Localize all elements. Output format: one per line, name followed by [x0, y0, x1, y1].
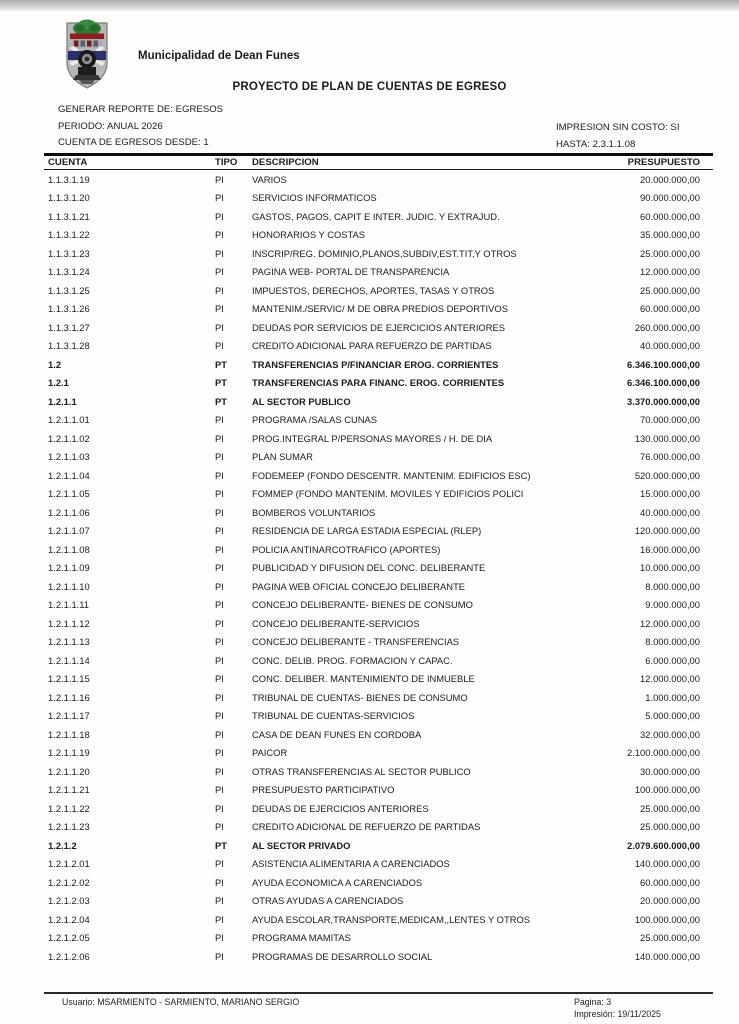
cell-tipo: PI [215, 432, 224, 444]
cell-tipo: PI [215, 728, 224, 740]
cell-descripcion: IMPUESTOS, DERECHOS, APORTES, TASAS Y OTROS [252, 284, 495, 296]
cell-presupuesto: 25.000.000,00 [640, 284, 700, 296]
cell-descripcion: VARIOS [252, 173, 287, 185]
cell-tipo: PI [215, 562, 224, 574]
table-row [44, 651, 713, 670]
cell-presupuesto: 60.000.000,00 [640, 303, 700, 315]
cell-presupuesto: 32.000.000,00 [640, 728, 700, 740]
cell-descripcion: AL SECTOR PUBLICO [252, 395, 351, 407]
cell-cuenta: 1.2.1.1.23 [48, 821, 90, 833]
cell-cuenta: 1.2.1.1 [48, 395, 77, 407]
meta-print-no-cost: IMPRESION SIN COSTO: SI [556, 121, 680, 133]
cell-descripcion: CONCEJO DELIBERANTE - TRANSFERENCIAS [252, 636, 460, 648]
cell-cuenta: 1.2.1.1.17 [48, 710, 90, 722]
cell-tipo: PI [215, 543, 224, 555]
table-row [44, 392, 713, 411]
cell-descripcion: AYUDA ECONOMICA A CARENCIADOS [252, 876, 423, 888]
cell-cuenta: 1.2.1.1.19 [48, 747, 90, 759]
cell-descripcion: SERVICIOS INFORMATICOS [252, 192, 377, 204]
table-row [44, 318, 713, 337]
cell-tipo: PT [215, 839, 227, 851]
cell-cuenta: 1.2.1.1.12 [48, 617, 90, 629]
cell-cuenta: 1.2.1.1.07 [48, 525, 90, 537]
cell-tipo: PI [215, 950, 224, 962]
cell-tipo: PI [215, 284, 224, 296]
header-descripcion: DESCRIPCION [252, 157, 319, 168]
cell-presupuesto: 60.000.000,00 [640, 210, 700, 222]
cell-cuenta: 1.1.3.1.26 [48, 303, 90, 315]
cell-cuenta: 1.1.3.1.23 [48, 247, 90, 259]
table-row [44, 725, 713, 744]
cell-presupuesto: 9.000.000,00 [645, 599, 700, 611]
page-footer [44, 992, 713, 1020]
cell-tipo: PI [215, 488, 224, 500]
table-row [44, 577, 713, 596]
report-meta-left [58, 102, 223, 152]
cell-tipo: PT [215, 377, 227, 389]
cell-presupuesto: 8.000.000,00 [645, 580, 700, 592]
cell-descripcion: OTRAS AYUDAS A CARENCIADOS [252, 895, 404, 907]
cell-presupuesto: 2.079.600.000,00 [627, 839, 700, 851]
cell-tipo: PI [215, 821, 224, 833]
cell-tipo: PI [215, 858, 224, 870]
cell-tipo: PI [215, 247, 224, 259]
cell-tipo: PI [215, 266, 224, 278]
cell-descripcion: CREDITO ADICIONAL DE REFUERZO DE PARTIDAS [252, 821, 481, 833]
cell-cuenta: 1.2.1 [48, 377, 69, 389]
cell-descripcion: PROG.INTEGRAL P/PERSONAS MAYORES / H. DE DIA [252, 432, 493, 444]
cell-cuenta: 1.2.1.1.08 [48, 543, 90, 555]
cell-presupuesto: 8.000.000,00 [645, 636, 700, 648]
table-row [44, 559, 713, 578]
cell-presupuesto: 60.000.000,00 [640, 876, 700, 888]
cell-cuenta: 1.2.1.2 [48, 839, 77, 851]
cell-presupuesto: 120.000.000,00 [634, 525, 700, 537]
cell-presupuesto: 5.000.000,00 [645, 710, 700, 722]
cell-descripcion: OTRAS TRANSFERENCIAS AL SECTOR PUBLICO [252, 765, 471, 777]
table-row [44, 892, 713, 911]
cell-tipo: PI [215, 932, 224, 944]
cell-descripcion: TRIBUNAL DE CUENTAS- BIENES DE CONSUMO [252, 691, 468, 703]
table-row [44, 799, 713, 818]
cell-presupuesto: 30.000.000,00 [640, 765, 700, 777]
table-row [44, 836, 713, 855]
cell-presupuesto: 12.000.000,00 [640, 673, 700, 685]
cell-tipo: PI [215, 469, 224, 481]
cell-presupuesto: 520.000.000,00 [634, 469, 700, 481]
table-row [44, 207, 713, 226]
cell-presupuesto: 1.000.000,00 [645, 691, 700, 703]
cell-cuenta: 1.1.3.1.20 [48, 192, 90, 204]
cell-presupuesto: 6.346.100.000,00 [627, 377, 700, 389]
accounts-table [44, 153, 713, 966]
cell-descripcion: PROGRAMA MAMITAS [252, 932, 351, 944]
table-row [44, 947, 713, 966]
cell-cuenta: 1.1.3.1.19 [48, 173, 90, 185]
cell-cuenta: 1.2.1.1.15 [48, 673, 90, 685]
cell-cuenta: 1.1.3.1.24 [48, 266, 90, 278]
cell-descripcion: PUBLICIDAD Y DIFUSION DEL CONC. DELIBERANTE [252, 562, 486, 574]
cell-tipo: PI [215, 525, 224, 537]
cell-presupuesto: 25.000.000,00 [640, 821, 700, 833]
cell-cuenta: 1.1.3.1.21 [48, 210, 90, 222]
cell-descripcion: DEUDAS POR SERVICIOS DE EJERCICIOS ANTERIORES [252, 321, 506, 333]
table-row [44, 596, 713, 615]
table-row [44, 355, 713, 374]
table-row [44, 244, 713, 263]
cell-presupuesto: 260.000.000,00 [634, 321, 700, 333]
cell-cuenta: 1.2.1.1.01 [48, 414, 90, 426]
cell-descripcion: PLAN SUMAR [252, 451, 313, 463]
table-row [44, 448, 713, 467]
cell-presupuesto: 25.000.000,00 [640, 247, 700, 259]
footer-user: Usuario: MSARMIENTO - SARMIENTO, MARIANO SERGIO [62, 997, 300, 1007]
cell-cuenta: 1.1.3.1.27 [48, 321, 90, 333]
cell-tipo: PI [215, 654, 224, 666]
cell-descripcion: PAGINA WEB- PORTAL DE TRANSPARENCIA [252, 266, 450, 278]
cell-descripcion: POLICIA ANTINARCOTRAFICO (APORTES) [252, 543, 441, 555]
cell-tipo: PT [215, 395, 227, 407]
cell-tipo: PI [215, 784, 224, 796]
cell-presupuesto: 140.000.000,00 [634, 858, 700, 870]
cell-descripcion: TRIBUNAL DE CUENTAS-SERVICIOS [252, 710, 415, 722]
footer-page-number: Pagina: 3 [574, 997, 612, 1007]
cell-cuenta: 1.2.1.2.04 [48, 913, 90, 925]
cell-tipo: PI [215, 710, 224, 722]
table-row [44, 540, 713, 559]
cell-cuenta: 1.2.1.1.20 [48, 765, 90, 777]
table-row [44, 614, 713, 633]
cell-descripcion: FODEMEEP (FONDO DESCENTR. MANTENIM. EDIFICIOS ESC) [252, 469, 531, 481]
cell-descripcion: MANTENIM./SERVIC/ M DE OBRA PREDIOS DEPORTIVOS [252, 303, 508, 315]
cell-cuenta: 1.2.1.1.02 [48, 432, 90, 444]
cell-presupuesto: 20.000.000,00 [640, 895, 700, 907]
cell-presupuesto: 35.000.000,00 [640, 229, 700, 241]
table-body [44, 170, 713, 966]
footer-right [574, 997, 713, 1020]
cell-tipo: PI [215, 673, 224, 685]
cell-tipo: PI [215, 506, 224, 518]
cell-descripcion: TRANSFERENCIAS P/FINANCIAR EROG. CORRIENTES [252, 358, 499, 370]
cell-presupuesto: 140.000.000,00 [634, 950, 700, 962]
cell-presupuesto: 6.346.100.000,00 [627, 358, 700, 370]
cell-tipo: PI [215, 451, 224, 463]
table-row [44, 688, 713, 707]
cell-presupuesto: 20.000.000,00 [640, 173, 700, 185]
table-row [44, 300, 713, 319]
cell-descripcion: PRESUPUESTO PARTICIPATIVO [252, 784, 395, 796]
cell-presupuesto: 130.000.000,00 [634, 432, 700, 444]
table-row [44, 873, 713, 892]
cell-cuenta: 1.1.3.1.25 [48, 284, 90, 296]
cell-cuenta: 1.2.1.1.09 [48, 562, 90, 574]
cell-descripcion: CONCEJO DELIBERANTE-SERVICIOS [252, 617, 420, 629]
cell-presupuesto: 25.000.000,00 [640, 802, 700, 814]
photo-edge [0, 0, 739, 11]
cell-presupuesto: 70.000.000,00 [640, 414, 700, 426]
cell-tipo: PI [215, 321, 224, 333]
header-cuenta: CUENTA [48, 157, 88, 168]
cell-descripcion: BOMBEROS VOLUNTARIOS [252, 506, 376, 518]
cell-tipo: PI [215, 192, 224, 204]
table-row [44, 503, 713, 522]
table-row [44, 429, 713, 448]
cell-tipo: PI [215, 691, 224, 703]
table-row [44, 633, 713, 652]
cell-tipo: PI [215, 636, 224, 648]
table-row [44, 855, 713, 874]
cell-cuenta: 1.2.1.1.21 [48, 784, 90, 796]
cell-cuenta: 1.2.1.1.06 [48, 506, 90, 518]
cell-presupuesto: 10.000.000,00 [640, 562, 700, 574]
cell-presupuesto: 12.000.000,00 [640, 617, 700, 629]
cell-presupuesto: 15.000.000,00 [640, 488, 700, 500]
cell-descripcion: CREDITO ADICIONAL PARA REFUERZO DE PARTIDAS [252, 340, 492, 352]
cell-tipo: PT [215, 358, 227, 370]
cell-presupuesto: 2.100.000.000,00 [627, 747, 700, 759]
meta-until: HASTA: 2.3.1.1.08 [556, 138, 636, 150]
cell-tipo: PI [215, 802, 224, 814]
cell-tipo: PI [215, 414, 224, 426]
table-row [44, 466, 713, 485]
cell-descripcion: GASTOS, PAGOS, CAPIT E INTER. JUDIC. Y EXTRAJUD. [252, 210, 500, 222]
cell-tipo: PI [215, 747, 224, 759]
footer-print-date: Impresión: 19/11/2025 [574, 1008, 661, 1019]
cell-cuenta: 1.2.1.1.18 [48, 728, 90, 740]
cell-presupuesto: 100.000.000,00 [634, 784, 700, 796]
table-row [44, 374, 713, 393]
cell-presupuesto: 40.000.000,00 [640, 340, 700, 352]
cell-cuenta: 1.2.1.1.13 [48, 636, 90, 648]
cell-presupuesto: 6.000.000,00 [645, 654, 700, 666]
table-row [44, 226, 713, 245]
cell-descripcion: PAGINA WEB OFICIAL CONCEJO DELIBERANTE [252, 580, 466, 592]
meta-report-of: GENERAR REPORTE DE: EGRESOS [58, 104, 224, 115]
cell-presupuesto: 40.000.000,00 [640, 506, 700, 518]
page-title: PROYECTO DE PLAN DE CUENTAS DE EGRESO [232, 81, 507, 93]
cell-cuenta: 1.1.3.1.22 [48, 229, 90, 241]
cell-cuenta: 1.2.1.2.05 [48, 932, 90, 944]
cell-descripcion: INSCRIP/REG. DOMINIO,PLANOS,SUBDIV,EST.TIT,Y OTROS [252, 247, 517, 259]
table-row [44, 485, 713, 504]
header-tipo: TIPO [215, 157, 238, 168]
cell-cuenta: 1.2.1.1.16 [48, 691, 90, 703]
cell-descripcion: CONC. DELIB. PROG. FORMACION Y CAPAC. [252, 654, 453, 666]
cell-descripcion: PROGRAMAS DE DESARROLLO SOCIAL [252, 950, 433, 962]
cell-tipo: PI [215, 303, 224, 315]
header-presupuesto: PRESUPUESTO [627, 157, 700, 168]
cell-tipo: PI [215, 913, 224, 925]
cell-cuenta: 1.2.1.1.10 [48, 580, 90, 592]
table-row [44, 910, 713, 929]
cell-presupuesto: 25.000.000,00 [640, 932, 700, 944]
cell-descripcion: CONC. DELIBER. MANTENIMIENTO DE INMUEBLE [252, 673, 475, 685]
meta-account-from: CUENTA DE EGRESOS DESDE: 1 [58, 137, 209, 148]
cell-descripcion: CONCEJO DELIBERANTE- BIENES DE CONSUMO [252, 599, 473, 611]
org-name: Municipalidad de Dean Funes [138, 50, 300, 62]
cell-presupuesto: 100.000.000,00 [634, 913, 700, 925]
cell-tipo: PI [215, 895, 224, 907]
table-row [44, 762, 713, 781]
table-row [44, 929, 713, 948]
table-row [44, 337, 713, 356]
cell-presupuesto: 16.000.000,00 [640, 543, 700, 555]
table-row [44, 781, 713, 800]
cell-descripcion: AL SECTOR PRIVADO [252, 839, 351, 851]
cell-cuenta: 1.2.1.1.14 [48, 654, 90, 666]
cell-presupuesto: 76.000.000,00 [640, 451, 700, 463]
cell-tipo: PI [215, 876, 224, 888]
cell-tipo: PI [215, 229, 224, 241]
cell-tipo: PI [215, 599, 224, 611]
cell-cuenta: 1.2.1.1.05 [48, 488, 90, 500]
table-row [44, 411, 713, 430]
cell-cuenta: 1.2 [48, 358, 62, 370]
table-row [44, 522, 713, 541]
cell-descripcion: PROGRAMA /SALAS CUNAS [252, 414, 378, 426]
cell-cuenta: 1.1.3.1.28 [48, 340, 90, 352]
cell-tipo: PI [215, 580, 224, 592]
cell-tipo: PI [215, 617, 224, 629]
cell-descripcion: HONORARIOS Y COSTAS [252, 229, 366, 241]
cell-descripcion: ASISTENCIA ALIMENTARIA A CARENCIADOS [252, 858, 450, 870]
table-row [44, 189, 713, 208]
table-header-row [44, 153, 713, 170]
cell-tipo: PI [215, 210, 224, 222]
table-row [44, 744, 713, 763]
table-row [44, 670, 713, 689]
cell-descripcion: CASA DE DEAN FUNES EN CORDOBA [252, 728, 422, 740]
table-row [44, 263, 713, 282]
table-row [44, 281, 713, 300]
cell-cuenta: 1.2.1.1.11 [48, 599, 90, 611]
cell-descripcion: DEUDAS DE EJERCICIOS ANTERIORES [252, 802, 429, 814]
cell-presupuesto: 12.000.000,00 [640, 266, 700, 278]
table-row [44, 707, 713, 726]
cell-presupuesto: 90.000.000,00 [640, 192, 700, 204]
cell-descripcion: TRANSFERENCIAS PARA FINANC. EROG. CORRIENTES [252, 377, 505, 389]
table-row [44, 170, 713, 189]
report-meta-right [556, 119, 680, 153]
cell-cuenta: 1.2.1.2.03 [48, 895, 90, 907]
cell-descripcion: FOMMEP (FONDO MANTENIM. MOVILES Y EDIFICIOS POLICI [252, 488, 524, 500]
cell-descripcion: RESIDENCIA DE LARGA ESTADIA ESPECIAL (RLEP) [252, 525, 482, 537]
cell-descripcion: PAICOR [252, 747, 288, 759]
cell-presupuesto: 3.370.000.000,00 [627, 395, 700, 407]
cell-tipo: PI [215, 765, 224, 777]
cell-cuenta: 1.2.1.2.01 [48, 858, 90, 870]
cell-tipo: PI [215, 340, 224, 352]
cell-cuenta: 1.2.1.1.22 [48, 802, 90, 814]
cell-cuenta: 1.2.1.2.02 [48, 876, 90, 888]
cell-tipo: PI [215, 173, 224, 185]
cell-cuenta: 1.2.1.2.06 [48, 950, 90, 962]
meta-period: PERIODO: ANUAL 2026 [58, 120, 163, 132]
cell-descripcion: AYUDA ESCOLAR,TRANSPORTE,MEDICAM,,LENTES Y OTROS [252, 913, 531, 925]
cell-cuenta: 1.2.1.1.04 [48, 469, 90, 481]
cell-cuenta: 1.2.1.1.03 [48, 451, 90, 463]
table-row [44, 818, 713, 837]
